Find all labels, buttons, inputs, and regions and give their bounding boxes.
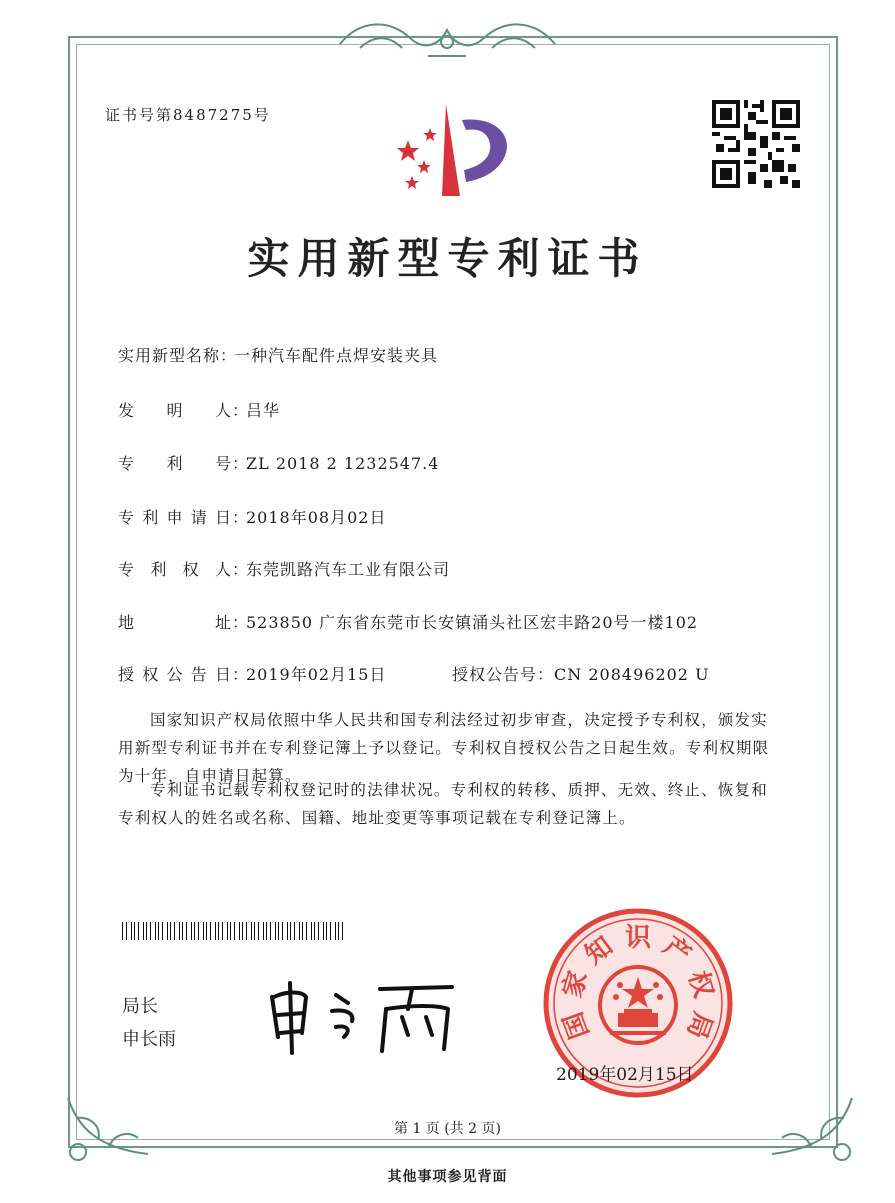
field-utility-model-name xyxy=(118,343,438,366)
grant-date-label xyxy=(118,662,232,685)
seal-date: 2019年02月15日 xyxy=(556,1065,694,1085)
label-char: 专 xyxy=(118,454,136,473)
label-char: 人 xyxy=(214,401,232,420)
colon: ： xyxy=(232,454,250,473)
label-char: 发 xyxy=(118,401,136,420)
cnipa-emblem-icon xyxy=(386,100,526,200)
name-value: 一种汽车配件点焊安装夹具 xyxy=(234,346,439,365)
label-char: 地 xyxy=(118,613,136,632)
field-address xyxy=(118,610,698,633)
top-ornament xyxy=(330,14,565,62)
patent-number-label xyxy=(118,451,232,474)
application-date-value: 2018年08月02日 xyxy=(246,508,387,527)
field-inventor xyxy=(118,398,280,421)
field-patentee xyxy=(118,557,450,580)
colon: ： xyxy=(232,665,250,684)
colon: ： xyxy=(232,401,250,420)
label-char: 请 xyxy=(190,508,208,527)
grant-date-value: 2019年02月15日 xyxy=(246,665,387,684)
name-label: 实用新型名称 xyxy=(118,346,221,365)
label-char: 权 xyxy=(182,560,200,579)
director-title: 局长 xyxy=(122,996,158,1017)
colon: ： xyxy=(232,508,250,527)
patentee-label xyxy=(118,557,232,580)
colon: ： xyxy=(232,560,250,579)
barcode-icon xyxy=(122,922,344,940)
label-char: 址 xyxy=(214,613,232,632)
field-patent-number xyxy=(118,451,439,474)
label-char: 公 xyxy=(166,665,184,684)
director-signature xyxy=(262,975,462,1055)
see-back-note: 其他事项参见背面 xyxy=(387,1169,508,1185)
label-char: 明 xyxy=(166,401,184,420)
legal-status-paragraph: 专利证书记载专利权登记时的法律状况。专利权的转移、质押、无效、终止、恢复和专利权人的姓名或名称、国籍、地址变更等事项记载在专利登记簿上。 xyxy=(118,781,768,827)
page-number: 第 1 页 (共 2 页) xyxy=(394,1121,501,1137)
seal-char: 知 xyxy=(579,931,619,971)
colon: ： xyxy=(537,665,555,684)
label-char: 专 xyxy=(118,560,136,579)
grant-number-label: 授权公告号 xyxy=(452,665,538,684)
field-grant-number xyxy=(452,662,710,685)
seal-char: 识 xyxy=(624,923,652,953)
label-char: 授 xyxy=(118,665,136,684)
colon: ： xyxy=(220,346,238,365)
grant-statement-paragraph: 国家知识产权局依照中华人民共和国专利法经过初步审查，决定授予专利权，颁发实用新型专利证书并在专利登记簿上予以登记。专利权自授权公告之日起生效。专利权期限为十年，自申请日起算。 xyxy=(118,711,770,785)
certificate-number: 证书号第8487275号 xyxy=(105,106,271,124)
address-value: 523850 广东省东莞市长安镇涌头社区宏丰路20号一楼102 xyxy=(246,613,699,632)
label-char: 利 xyxy=(166,454,184,473)
address-label xyxy=(118,610,232,633)
document-title: 实用新型专利证书 xyxy=(247,234,648,283)
label-char: 利 xyxy=(142,508,160,527)
label-char: 专 xyxy=(118,508,136,527)
label-char: 权 xyxy=(142,665,160,684)
seal-char: 局 xyxy=(680,1007,718,1043)
seal-char: 国 xyxy=(558,1007,596,1043)
field-grant-date xyxy=(118,662,386,685)
patent-number-value: ZL 2018 2 1232547.4 xyxy=(246,454,440,473)
director-name: 申长雨 xyxy=(122,1029,176,1050)
label-char: 日 xyxy=(214,508,232,527)
label-char: 告 xyxy=(190,665,208,684)
qr-code-icon xyxy=(712,100,800,188)
label-char: 人 xyxy=(214,560,232,579)
seal-char: 家 xyxy=(557,967,594,1002)
application-date-label xyxy=(118,505,232,528)
seal-char: 产 xyxy=(657,931,697,971)
seal-char: 权 xyxy=(682,967,719,1002)
label-char: 申 xyxy=(166,508,184,527)
label-char: 利 xyxy=(150,560,168,579)
grant-number-value: CN 208496202 U xyxy=(554,665,710,684)
inventor-label xyxy=(118,398,232,421)
patentee-value: 东莞凯路汽车工业有限公司 xyxy=(246,560,451,579)
label-char: 日 xyxy=(214,665,232,684)
label-char: 号 xyxy=(214,454,232,473)
colon: ： xyxy=(232,613,250,632)
field-application-date xyxy=(118,505,386,528)
inventor-value: 吕华 xyxy=(246,401,281,420)
